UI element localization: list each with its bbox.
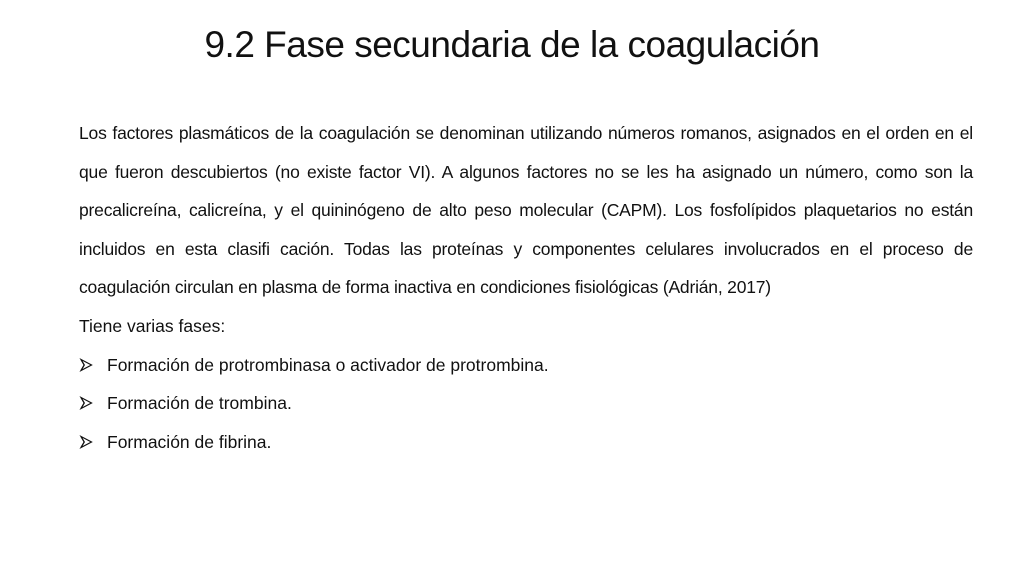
arrowhead-bullet-icon [79,435,93,449]
list-item [79,423,973,462]
list-item-text: Formación de fibrina. [107,431,272,452]
list-item [79,384,973,423]
body-paragraph: Los factores plasmáticos de la coagulación se denominan utilizando números romanos, asignados en el orden en el que fueron descubiertos (no existe factor VI). A algunos factores no se les ha asignado un número, como son la precalicreína, calicreína, y el quininógeno de alto peso molecular (CAPM). Los fosfolípidos plaquetarios no están incluidos en esta clasifi cación. Todas las proteínas y componentes celulares involucrados en el proceso de coagulación circulan en plasma de forma inactiva en condiciones fisiológicas (Adrián, 2017) [79,123,973,298]
phases-intro: Tiene varias fases: [79,315,226,336]
arrowhead-bullet-icon [79,358,93,372]
slide-content [79,114,973,461]
phases-list [79,346,973,462]
list-item [79,346,973,385]
list-item-text: Formación de protrombinasa o activador de protrombina. [107,354,549,375]
list-item-text: Formación de trombina. [107,393,292,414]
arrowhead-bullet-icon [79,396,93,410]
slide-title: 9.2 Fase secundaria de la coagulación [204,24,820,65]
